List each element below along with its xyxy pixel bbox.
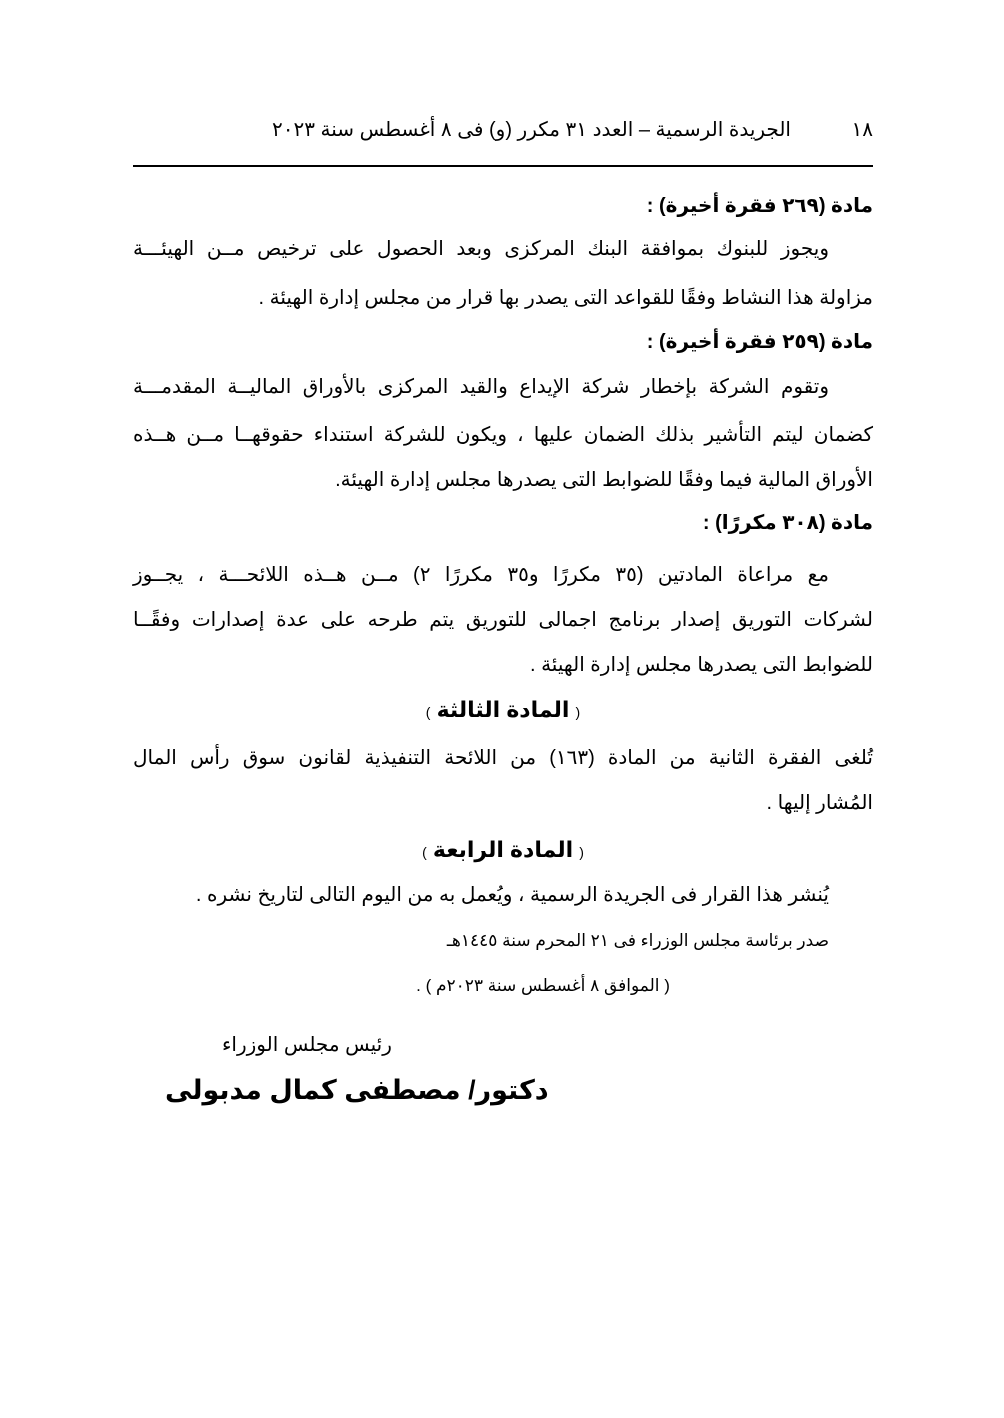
issuance-line: صدر برئاسة مجلس الوزراء فى ٢١ المحرم سنة ١٤٤٥هـ	[446, 931, 829, 950]
article-text-line: مع مراعاة المادتين (٣٥ مكررًا و٣٥ مكررًا ٢) مــن هــذه اللائحـــة ، يجــوز	[133, 564, 830, 586]
article-text-line: ويجوز للبنوك بموافقة البنك المركزى وبعد الحصول على ترخيص مــن الهيئـــة	[133, 238, 829, 260]
issuance-date-line: ( الموافق ٨ أغسطس سنة ٢٠٢٣م ) .	[416, 976, 670, 995]
article-heading: مادة (٢٦٩ فقرة أخيرة) :	[646, 195, 873, 217]
article-text-line: يُنشر هذا القرار فى الجريدة الرسمية ، ويُعمل به من اليوم التالى لتاريخ نشره .	[195, 884, 829, 906]
article-heading: مادة (٣٠٨ مكررًا) :	[702, 512, 873, 534]
page-header	[133, 117, 873, 147]
article-text-line: للضوابط التى يصدرها مجلس إدارة الهيئة .	[529, 654, 873, 676]
signature-name: دكتور/ مصطفى كمال مدبولى	[165, 1075, 549, 1105]
article-heading: مادة (٢٥٩ فقرة أخيرة) :	[646, 331, 873, 353]
article-text-line: الأوراق المالية فيما وفقًا للضوابط التى يصدرها مجلس إدارة الهيئة.	[335, 469, 873, 491]
third-article-title: المادة الثالثة	[436, 697, 570, 722]
article-text-line: كضمان ليتم التأشير بذلك الضمان عليها ، ويكون للشركة استنداء حقوقهــا مــن هــذه	[133, 424, 873, 446]
signature-role: رئيس مجلس الوزراء	[222, 1034, 392, 1056]
article-text-line: لشركات التوريق إصدار برنامج اجمالى للتوريق يتم طرحه على عدة إصدارات وفقًــا	[133, 609, 873, 631]
article-text-line: المُشار إليها .	[766, 792, 873, 814]
third-article-heading: ( المادة الثالثة )	[425, 697, 581, 722]
page-number: ١٨	[851, 119, 873, 141]
article-text-line: مزاولة هذا النشاط وفقًا للقواعد التى يصدر بها قرار من مجلس إدارة الهيئة .	[258, 287, 873, 309]
gazette-title: الجريدة الرسمية – العدد ٣١ مكرر (و) فى ٨ أغسطس سنة ٢٠٢٣	[271, 119, 791, 141]
fourth-article-heading: ( المادة الرابعة )	[422, 837, 584, 862]
article-text-line: تُلغى الفقرة الثانية من المادة (١٦٣) من اللائحة التنفيذية لقانون سوق رأس المال	[133, 747, 873, 769]
article-text-line: وتقوم الشركة بإخطار شركة الإيداع والقيد المركزى بالأوراق الماليــة المقدمـــة	[133, 376, 829, 398]
fourth-article-title: المادة الرابعة	[432, 837, 574, 862]
header-rule	[133, 165, 873, 167]
